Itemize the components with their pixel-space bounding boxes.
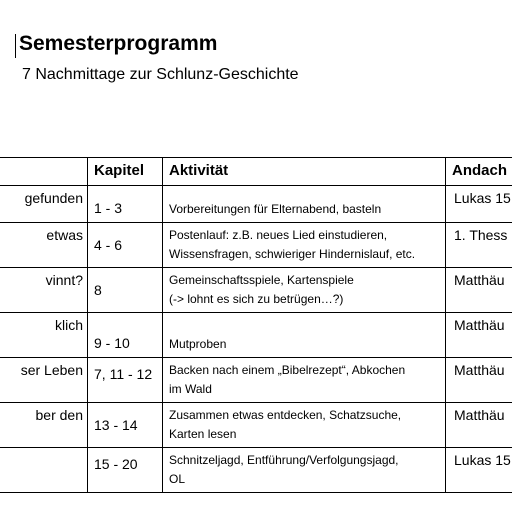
- header-activity: Aktivität: [163, 158, 446, 186]
- program-table: [0, 157, 512, 493]
- table-row: [0, 448, 512, 493]
- header-devotion: Andach: [446, 158, 512, 186]
- devotion-cell: 1. Thess: [446, 223, 512, 268]
- activity-line: Wissensfragen, schwieriger Hindernislauf, etc.: [169, 247, 416, 261]
- activity-line: Mutproben: [169, 337, 227, 351]
- activity-line: Karten lesen: [169, 427, 237, 441]
- activity-cell: [163, 186, 446, 223]
- activity-cell: [163, 448, 446, 493]
- activity-cell: [163, 268, 446, 313]
- chapter-cell: 13 - 14: [88, 403, 163, 448]
- chapter-cell: 9 - 10: [88, 313, 163, 358]
- activity-line: Schnitzeljagd, Entführung/Verfolgungsjagd,: [169, 453, 399, 467]
- topic-cell: [0, 448, 88, 493]
- chapter-cell: 15 - 20: [88, 448, 163, 493]
- topic-cell: klich: [0, 313, 88, 358]
- topic-cell: vinnt?: [0, 268, 88, 313]
- chapter-cell: 7, 11 - 12: [88, 358, 163, 403]
- table-header-row: [0, 158, 512, 186]
- topic-cell: ber den: [0, 403, 88, 448]
- devotion-cell: Matthäu: [446, 403, 512, 448]
- table-row: [0, 268, 512, 313]
- document-subtitle: 7 Nachmittage zur Schlunz-Geschichte: [22, 66, 299, 83]
- text-cursor: [15, 34, 16, 58]
- table-row: [0, 313, 512, 358]
- devotion-cell: Matthäu: [446, 268, 512, 313]
- topic-cell: etwas: [0, 223, 88, 268]
- topic-cell: gefunden: [0, 186, 88, 223]
- header-chapter: Kapitel: [88, 158, 163, 186]
- activity-cell: [163, 403, 446, 448]
- header-topic: [0, 158, 88, 186]
- devotion-cell: Matthäu: [446, 358, 512, 403]
- activity-line: Vorbereitungen für Elternabend, basteln: [169, 202, 382, 216]
- table-row: [0, 358, 512, 403]
- activity-line: im Wald: [169, 382, 212, 396]
- devotion-cell: Lukas 15: [446, 448, 512, 493]
- activity-line: Zusammen etwas entdecken, Schatzsuche,: [169, 408, 402, 422]
- activity-line: Gemeinschaftsspiele, Kartenspiele: [169, 273, 354, 287]
- chapter-cell: 8: [88, 268, 163, 313]
- table-row: [0, 403, 512, 448]
- chapter-cell: 4 - 6: [88, 223, 163, 268]
- activity-line: OL: [169, 472, 186, 486]
- activity-line: Backen nach einem „Bibelrezept“, Abkochen: [169, 363, 406, 377]
- activity-cell: [163, 313, 446, 358]
- devotion-cell: Matthäu: [446, 313, 512, 358]
- activity-line: (-> lohnt es sich zu betrügen…?): [169, 292, 344, 306]
- activity-cell: [163, 358, 446, 403]
- activity-cell: [163, 223, 446, 268]
- document-title: Semesterprogramm: [19, 32, 218, 55]
- devotion-cell: Lukas 15: [446, 186, 512, 223]
- topic-cell: ser Leben: [0, 358, 88, 403]
- table-row: [0, 223, 512, 268]
- chapter-cell: 1 - 3: [88, 186, 163, 223]
- activity-line: Postenlauf: z.B. neues Lied einstudieren,: [169, 228, 388, 242]
- table-row: [0, 186, 512, 223]
